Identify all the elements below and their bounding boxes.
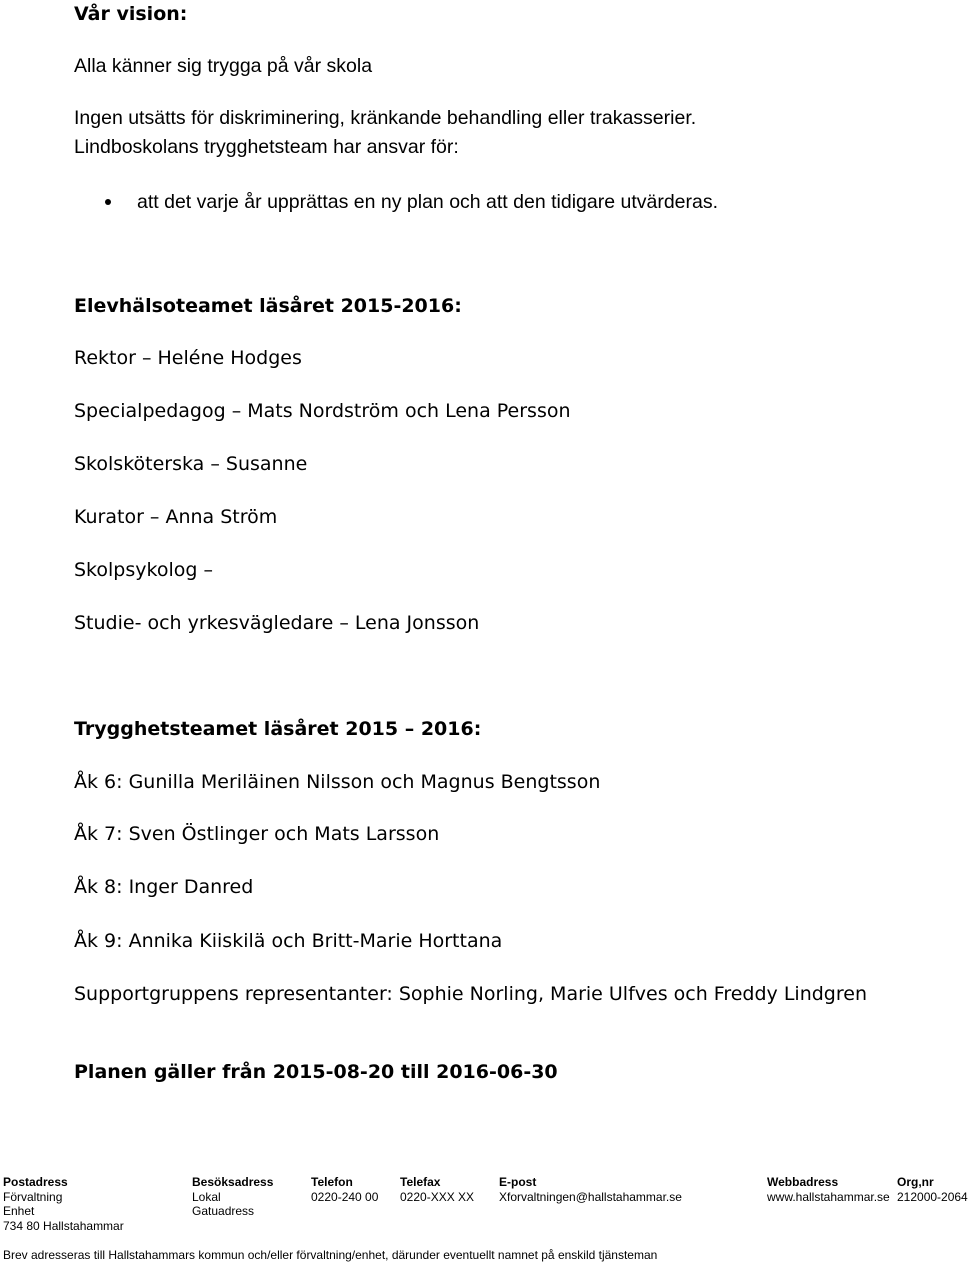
footer-header-epost: E-post bbox=[499, 1175, 537, 1189]
footer-besoksadress-line: Gatuadress bbox=[192, 1204, 255, 1218]
elevhalsa-member: Kurator – Anna Ström bbox=[74, 506, 278, 528]
footer-orgnr: 212000-2064 bbox=[897, 1190, 968, 1204]
vision-line-2: Ingen utsätts för diskriminering, kränkande behandling eller trakasserier. bbox=[74, 107, 697, 129]
trygghet-member: Supportgruppens representanter: Sophie Norling, Marie Ulfves och Freddy Lindgren bbox=[74, 983, 867, 1005]
footer-header-postadress: Postadress bbox=[3, 1175, 68, 1189]
elevhalsa-member: Rektor – Heléne Hodges bbox=[74, 347, 302, 369]
elevhalsa-member: Studie- och yrkesvägledare – Lena Jonsson bbox=[74, 612, 480, 634]
trygghet-member: Åk 8: Inger Danred bbox=[74, 876, 254, 898]
vision-line-1: Alla känner sig trygga på vår skola bbox=[74, 55, 373, 77]
trygghet-member: Åk 9: Annika Kiiskilä och Britt-Marie Horttana bbox=[74, 930, 503, 952]
elevhalsa-member: Skolpsykolog – bbox=[74, 559, 213, 581]
footer-header-besoksadress: Besöksadress bbox=[192, 1175, 274, 1189]
vision-line-3: Lindboskolans trygghetsteam har ansvar för: bbox=[74, 136, 459, 158]
footer-header-telefax: Telefax bbox=[400, 1175, 441, 1189]
footer-postadress-line: 734 80 Hallstahammar bbox=[3, 1219, 124, 1233]
trygghet-heading: Trygghetsteamet läsåret 2015 – 2016: bbox=[74, 718, 482, 740]
footer-epost-link[interactable]: Xforvaltningen@hallstahammar.se bbox=[499, 1190, 682, 1204]
elevhalsa-heading: Elevhälsoteamet läsåret 2015-2016: bbox=[74, 295, 462, 317]
validity-statement: Planen gäller från 2015-08-20 till 2016-06-30 bbox=[74, 1061, 558, 1083]
elevhalsa-member: Specialpedagog – Mats Nordström och Lena Persson bbox=[74, 400, 571, 422]
vision-bullet-item: att det varje år upprättas en ny plan och att den tidigare utvärderas. bbox=[137, 191, 719, 213]
footer-header-webbadress: Webbadress bbox=[767, 1175, 839, 1189]
footer-webbadress-link[interactable]: www.hallstahammar.se bbox=[767, 1190, 890, 1204]
footer-postadress-line: Enhet bbox=[3, 1204, 35, 1218]
footer-telefax: 0220-XXX XX bbox=[400, 1190, 475, 1204]
trygghet-member: Åk 6: Gunilla Meriläinen Nilsson och Magnus Bengtsson bbox=[74, 771, 601, 793]
vision-heading: Vår vision: bbox=[74, 3, 188, 25]
elevhalsa-member: Skolsköterska – Susanne bbox=[74, 453, 308, 475]
bullet-dot-icon bbox=[105, 199, 111, 205]
footer-postadress-line: Förvaltning bbox=[3, 1190, 63, 1204]
footer-besoksadress-line: Lokal bbox=[192, 1190, 221, 1204]
footer-telefon: 0220-240 00 bbox=[311, 1190, 379, 1204]
footer-note: Brev adresseras till Hallstahammars kommun och/eller förvaltning/enhet, därunder eventuellt namnet på enskild tjänsteman bbox=[3, 1248, 658, 1262]
footer-header-orgnr: Org,nr bbox=[897, 1175, 934, 1189]
trygghet-member: Åk 7: Sven Östlinger och Mats Larsson bbox=[74, 823, 440, 845]
footer-header-telefon: Telefon bbox=[311, 1175, 353, 1189]
